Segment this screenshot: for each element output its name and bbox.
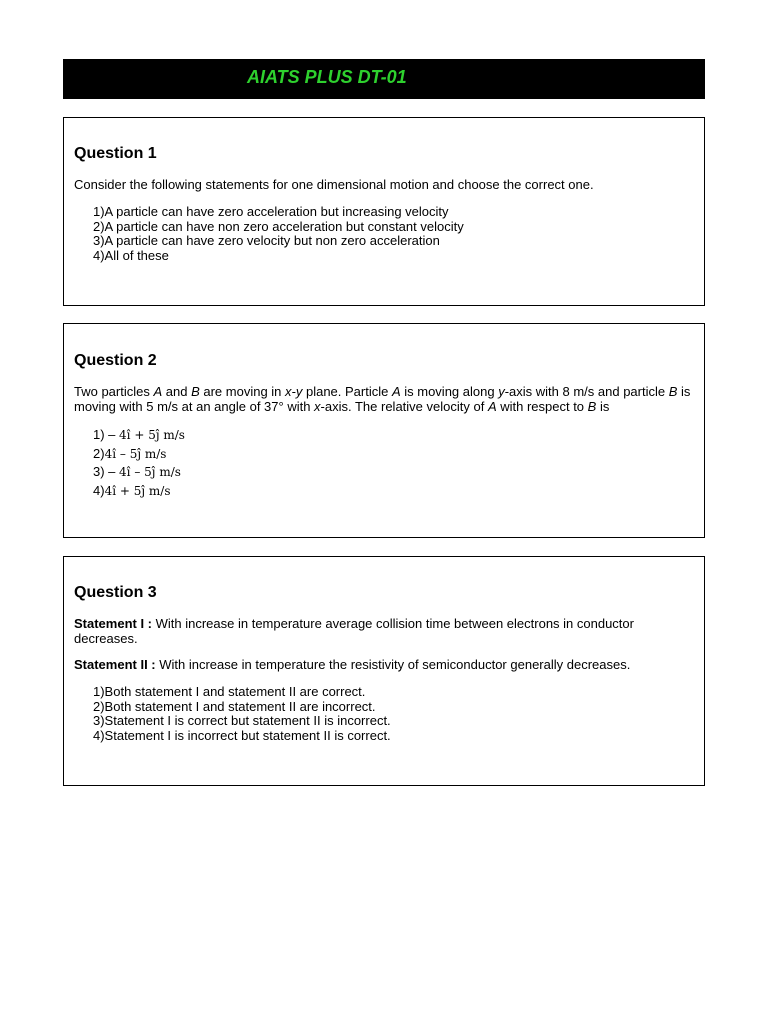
question-2-option-3[interactable]: 3) – 4î – 5ĵ m/s <box>93 464 181 479</box>
question-3-statement-2 <box>74 657 694 672</box>
question-1-option-2[interactable]: 2)A particle can have non zero acceleration but constant velocity <box>93 218 464 234</box>
question-3-card <box>63 556 705 786</box>
statement-2-text: With increase in temperature the resistivity of semiconductor generally decreases. <box>155 657 631 672</box>
question-1-option-4[interactable]: 4)All of these <box>93 247 169 263</box>
question-2-option-1[interactable]: 1) – 4î + 5ĵ m/s <box>93 427 185 442</box>
question-3-title: Question 3 <box>74 584 157 601</box>
question-2-option-2[interactable]: 2)4î – 5ĵ m/s <box>93 445 167 461</box>
question-2-options <box>93 426 185 500</box>
question-3-options <box>93 685 391 743</box>
question-3-option-1[interactable]: 1)Both statement I and statement II are correct. <box>93 684 366 699</box>
header-bar <box>63 59 705 99</box>
question-3-option-4[interactable]: 4)Statement I is incorrect but statement II is correct. <box>93 727 391 743</box>
question-3-option-2[interactable]: 2)Both statement I and statement II are incorrect. <box>93 698 376 714</box>
question-1-option-1[interactable]: 1)A particle can have zero acceleration but increasing velocity <box>93 204 449 219</box>
question-2-option-4[interactable]: 4)4î + 5ĵ m/s <box>93 482 171 498</box>
question-1-text: Consider the following statements for one dimensional motion and choose the correct one. <box>74 177 594 192</box>
question-1-title: Question 1 <box>74 145 157 162</box>
question-2-title: Question 2 <box>74 352 157 369</box>
question-2-card <box>63 323 705 538</box>
question-1-options <box>93 205 464 263</box>
question-1-card <box>63 117 705 306</box>
question-1-option-3[interactable]: 3)A particle can have zero velocity but non zero acceleration <box>93 233 440 248</box>
document-title: AIATS PLUS DT-01 <box>247 67 407 87</box>
question-3-statement-1 <box>74 616 694 646</box>
statement-1-text: With increase in temperature average collision time between electrons in conductor decreases. <box>74 616 634 646</box>
question-2-text: Two particles A and B are moving in x-y plane. Particle A is moving along y-axis with 8 m/s and particle B is moving with 5 m/s at an angle of 37° with x-axis. The relative velocity of A with respect to B is <box>74 384 691 414</box>
statement-1-label: Statement I : <box>74 616 153 631</box>
statement-2-label: Statement II : <box>74 657 156 672</box>
question-3-option-3[interactable]: 3)Statement I is correct but statement II is incorrect. <box>93 713 391 728</box>
